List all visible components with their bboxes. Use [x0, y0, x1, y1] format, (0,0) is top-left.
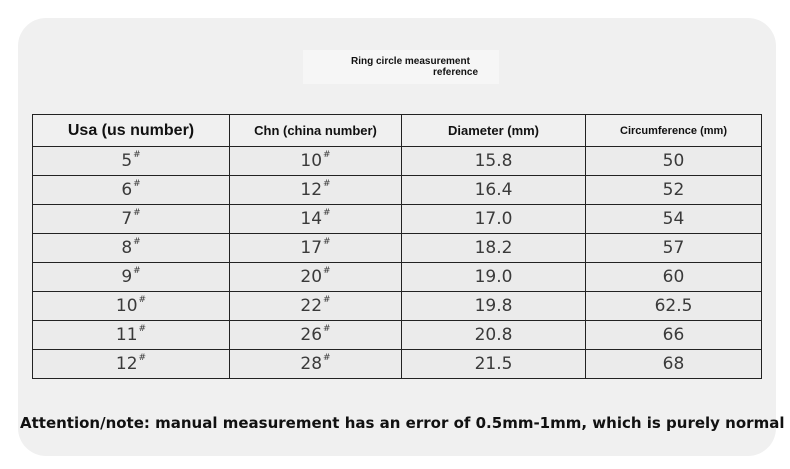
cell-diameter: 21.5 [402, 350, 586, 379]
size-mark: # [138, 295, 147, 305]
table-body [33, 147, 762, 379]
table-row [33, 263, 762, 292]
cell-us-number-value: 10 [115, 296, 138, 316]
cell-diameter: 19.0 [402, 263, 586, 292]
cell-us-number [33, 234, 230, 263]
table-row [33, 350, 762, 379]
cell-china-number-value: 22 [300, 296, 323, 316]
size-mark: # [323, 353, 331, 363]
cell-china-number [230, 234, 402, 263]
header-circumference: Circumference (mm) [586, 115, 762, 147]
cell-diameter: 20.8 [402, 321, 586, 350]
cell-china-number-value: 26 [300, 325, 323, 345]
cell-us-number-value: 12 [115, 354, 138, 374]
cell-diameter: 19.8 [402, 292, 586, 321]
cell-us-number [33, 147, 230, 176]
table-row [33, 205, 762, 234]
cell-us-number [33, 350, 230, 379]
size-mark: # [323, 237, 331, 247]
cell-circumference: 50 [586, 147, 762, 176]
size-mark: # [138, 353, 147, 363]
title-line-2: reference [433, 67, 479, 78]
cell-china-number-value: 28 [300, 354, 323, 374]
cell-china-number [230, 350, 402, 379]
size-mark: # [323, 208, 331, 218]
cell-circumference: 52 [586, 176, 762, 205]
cell-china-number [230, 176, 402, 205]
cell-us-number [33, 292, 230, 321]
size-mark: # [323, 150, 331, 160]
table-row [33, 176, 762, 205]
table-row [33, 234, 762, 263]
size-mark: # [323, 179, 331, 189]
cell-diameter: 17.0 [402, 205, 586, 234]
cell-diameter: 16.4 [402, 176, 586, 205]
cell-circumference: 57 [586, 234, 762, 263]
table-header-row [33, 115, 762, 147]
header-china-number: Chn (china number) [230, 115, 402, 147]
size-mark: # [133, 150, 141, 160]
ring-size-table [32, 114, 762, 379]
cell-circumference: 66 [586, 321, 762, 350]
cell-us-number [33, 205, 230, 234]
cell-circumference: 62.5 [586, 292, 762, 321]
table-row [33, 147, 762, 176]
cell-china-number-value: 10 [300, 151, 323, 171]
cell-china-number [230, 292, 402, 321]
table-row [33, 292, 762, 321]
cell-us-number [33, 263, 230, 292]
size-mark: # [323, 295, 331, 305]
size-mark: # [133, 179, 141, 189]
size-mark: # [133, 208, 141, 218]
size-mark: # [133, 266, 141, 276]
size-mark: # [133, 237, 141, 247]
cell-us-number-value: 9 [121, 267, 133, 287]
header-diameter: Diameter (mm) [402, 115, 586, 147]
cell-diameter: 15.8 [402, 147, 586, 176]
cell-diameter: 18.2 [402, 234, 586, 263]
cell-us-number [33, 321, 230, 350]
cell-us-number-value: 6 [121, 180, 133, 200]
cell-china-number-value: 12 [300, 180, 323, 200]
cell-us-number [33, 176, 230, 205]
cell-china-number-value: 20 [300, 267, 323, 287]
cell-china-number [230, 263, 402, 292]
cell-china-number [230, 205, 402, 234]
cell-us-number-value: 5 [121, 151, 133, 171]
attention-note: Attention/note: manual measurement has an error of 0.5mm-1mm, which is purely normal [20, 414, 785, 432]
cell-china-number [230, 147, 402, 176]
size-mark: # [323, 324, 331, 334]
cell-us-number-value: 7 [121, 209, 133, 229]
cell-us-number-value: 11 [115, 325, 138, 345]
cell-circumference: 60 [586, 263, 762, 292]
cell-china-number [230, 321, 402, 350]
cell-us-number-value: 8 [121, 238, 133, 258]
header-us-number: Usa (us number) [33, 115, 230, 147]
cell-circumference: 68 [586, 350, 762, 379]
size-mark: # [138, 324, 147, 334]
title-line-1: Ring circle measurement [351, 56, 470, 67]
size-mark: # [323, 266, 331, 276]
cell-china-number-value: 14 [300, 209, 323, 229]
table-row [33, 321, 762, 350]
cell-circumference: 54 [586, 205, 762, 234]
cell-china-number-value: 17 [300, 238, 323, 258]
